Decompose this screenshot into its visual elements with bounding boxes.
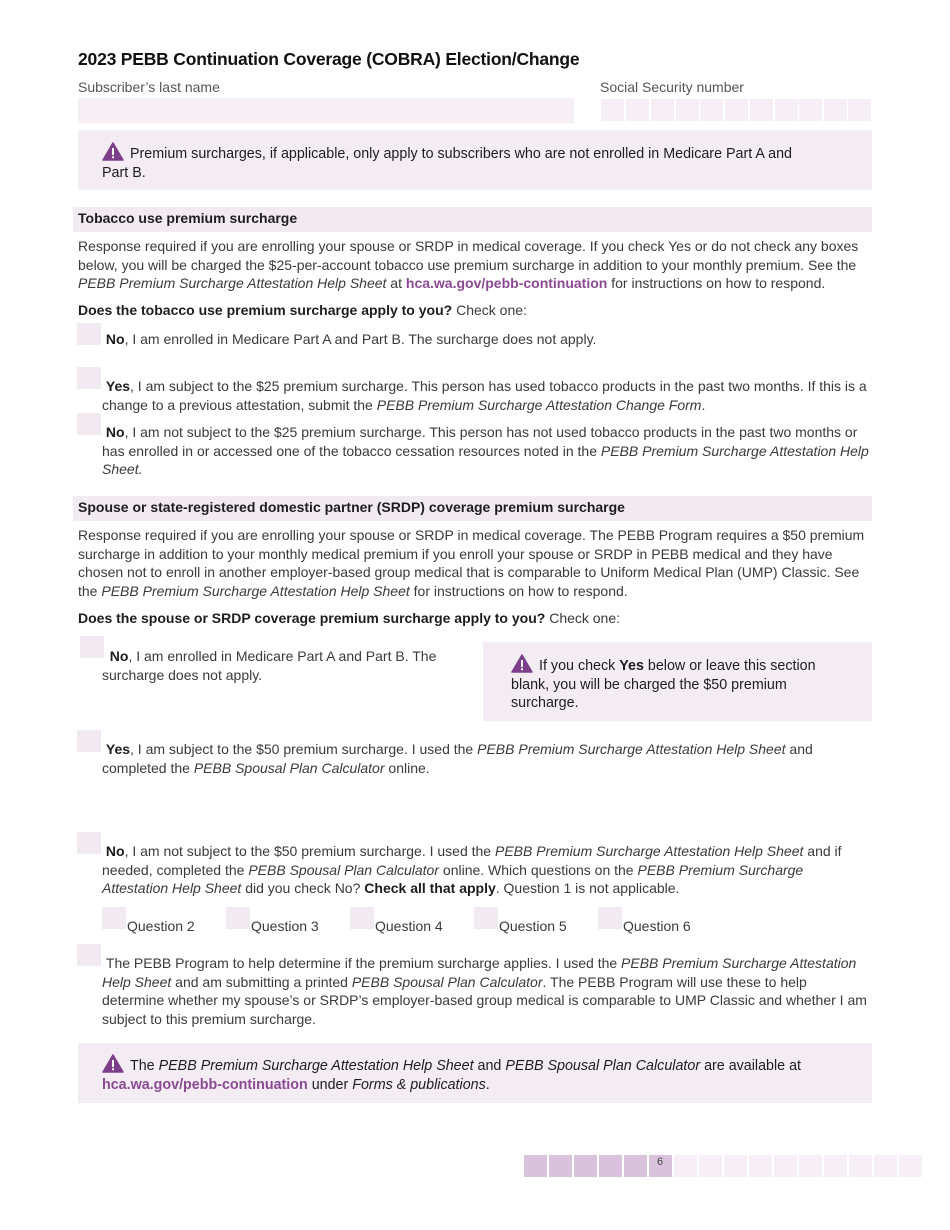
spouse-no-not-subject-checkbox[interactable] [77, 832, 101, 854]
notice-text: are available at [700, 1058, 802, 1074]
ssn-digit-box[interactable] [775, 99, 798, 121]
question-6-checkbox[interactable] [598, 907, 622, 929]
option-end: . [701, 396, 706, 413]
help-sheet-ref: PEBB Premium Surcharge Attestation Help Sheet [101, 583, 410, 600]
option-end: . The PEBB Program will use these to help determine whether my spouse’s or SRDP’s employer-based group medical is comparable to UMP Classic and whether I am subject to this premium surcharge. [102, 973, 867, 1028]
page-number: 6 [657, 1156, 664, 1168]
page-indicator-box [549, 1155, 572, 1177]
page-indicator-box [874, 1155, 897, 1177]
tobacco-intro [78, 237, 874, 293]
calculator-ref: PEBB Spousal Plan Calculator [351, 973, 543, 990]
option-text: and am submitting a printed [171, 973, 352, 990]
option-end: online. [384, 759, 430, 776]
spouse-program-determine-checkbox[interactable] [77, 944, 101, 966]
page-indicator-box [849, 1155, 872, 1177]
option-text: online. Which questions on the [439, 861, 638, 878]
ssn-digit-box[interactable] [824, 99, 847, 121]
page-indicator-box [574, 1155, 597, 1177]
notice-text: below or leave this section blank, you will be charged the $50 premium surcharge. [511, 658, 816, 712]
tobacco-option-no-medicare [102, 330, 872, 349]
page-title: 2023 PEBB Continuation Coverage (COBRA) Election/Change [78, 49, 580, 69]
spouse-no-medicare-checkbox[interactable] [80, 636, 104, 658]
help-sheet-ref: PEBB Premium Surcharge Attestation Help Sheet [78, 275, 387, 292]
help-sheet-ref: PEBB Premium Surcharge Attestation Help Sheet [494, 843, 804, 859]
spouse-yes-notice [483, 642, 872, 721]
option-text: , I am subject to the $50 premium surcharge. I used the [130, 741, 478, 757]
help-sheet-ref: PEBB Premium Surcharge Attestation Help Sheet [158, 1058, 474, 1074]
question-3-label: Question 3 [251, 918, 319, 934]
question-5-label: Question 5 [499, 918, 567, 934]
question-6-label: Question 6 [623, 918, 691, 934]
help-sheet-ref: PEBB Premium Surcharge Attestation Help Sheet [102, 955, 857, 990]
page-indicator-box [749, 1155, 772, 1177]
option-text: , I am enrolled in Medicare Part A and Part B. The surcharge does not apply. [124, 331, 597, 347]
spouse-option-yes [102, 740, 872, 777]
ssn-digit-box[interactable] [750, 99, 773, 121]
page-indicator-box [524, 1155, 547, 1177]
question-3-checkbox[interactable] [226, 907, 250, 929]
page-indicator-box [799, 1155, 822, 1177]
last-name-field[interactable] [78, 98, 574, 123]
option-text: did you check No? [241, 880, 365, 897]
spouse-yes-checkbox[interactable] [77, 730, 101, 752]
notice-text: If you check [539, 658, 620, 674]
pebb-continuation-link[interactable]: hca.wa.gov/pebb-continuation [102, 1076, 308, 1093]
ssn-digit-box[interactable] [799, 99, 822, 121]
pebb-continuation-link[interactable]: hca.wa.gov/pebb-continuation [405, 275, 608, 292]
ssn-label: Social Security number [600, 79, 744, 95]
spouse-option-program-determine [102, 954, 872, 1029]
tobacco-question-rest: Check one: [452, 302, 527, 318]
notice-text: . [485, 1076, 490, 1093]
option-bold: No [109, 648, 129, 664]
option-end: . Question 1 is not applicable. [495, 880, 680, 897]
tobacco-question-bold: Does the tobacco use premium surcharge apply to you? [78, 302, 453, 318]
change-form-ref: PEBB Premium Surcharge Attestation Change Form [376, 396, 702, 413]
spouse-question-rest: Check one: [545, 610, 621, 626]
spouse-question-bold: Does the spouse or SRDP coverage premium surcharge apply to you? [78, 610, 546, 626]
option-text: and completed the [102, 741, 813, 776]
tobacco-intro-text: Response required if you are enrolling your spouse or SRDP in medical coverage. If you check Yes or do not check any boxes below, you will be charged the $25-per-account tobacco use premium surcharge in addition to your monthly premium. See the [78, 238, 859, 273]
resources-notice [78, 1043, 872, 1103]
ssn-digit-box[interactable] [676, 99, 699, 121]
notice-text: under [307, 1076, 353, 1093]
spouse-intro [78, 526, 874, 601]
notice-text: and [473, 1058, 506, 1074]
tobacco-intro-at: at [386, 275, 406, 292]
spouse-option-no-medicare [102, 647, 452, 684]
tobacco-section-heading: Tobacco use premium surcharge [73, 207, 872, 232]
notice-text: The [130, 1058, 159, 1074]
question-2-label: Question 2 [127, 918, 195, 934]
question-4-checkbox[interactable] [350, 907, 374, 929]
calculator-ref: PEBB Spousal Plan Calculator [248, 861, 440, 878]
question-2-checkbox[interactable] [102, 907, 126, 929]
help-sheet-ref: PEBB Premium Surcharge Attestation Help Sheet [477, 741, 786, 757]
page-indicator-box [624, 1155, 647, 1177]
help-sheet-ref: PEBB Premium Surcharge Attestation Help Sheet. [102, 442, 869, 478]
option-bold: No [105, 331, 125, 347]
medicare-notice [78, 130, 872, 190]
option-text: , I am not subject to the $25 premium surcharge. This person has not used tobacco products in the past two months or has enrolled in or accessed one of the tobacco cessation resources noted in the [102, 424, 858, 459]
tobacco-intro-end: for instructions on how to respond. [607, 275, 826, 292]
tobacco-option-no-not-subject [102, 423, 872, 479]
warning-icon [102, 142, 124, 161]
option-bold: No [105, 843, 125, 859]
ssn-digit-box[interactable] [651, 99, 674, 121]
question-4-label: Question 4 [375, 918, 443, 934]
tobacco-no-not-subject-checkbox[interactable] [77, 413, 101, 435]
option-bold: Yes [105, 378, 131, 394]
ssn-digit-box[interactable] [626, 99, 649, 121]
ssn-digit-box[interactable] [725, 99, 748, 121]
ssn-digit-box[interactable] [601, 99, 624, 121]
spouse-section-heading: Spouse or state-registered domestic partner (SRDP) coverage premium surcharge [73, 496, 872, 521]
notice-bold: Yes [619, 658, 644, 674]
option-bold: No [105, 424, 125, 440]
tobacco-yes-checkbox[interactable] [77, 367, 101, 389]
page-indicator-box [674, 1155, 697, 1177]
calculator-ref: PEBB Spousal Plan Calculator [505, 1058, 701, 1074]
ssn-digit-box[interactable] [700, 99, 723, 121]
page-indicator-box [899, 1155, 922, 1177]
option-bold: Yes [105, 741, 131, 757]
page-indicator-box [824, 1155, 847, 1177]
warning-icon [511, 654, 533, 673]
calculator-ref: PEBB Spousal Plan Calculator [193, 759, 385, 776]
page-indicator-box [774, 1155, 797, 1177]
spouse-option-no-not-subject [102, 842, 872, 898]
page-indicator-box [699, 1155, 722, 1177]
warning-icon [102, 1054, 124, 1073]
page-indicator-box [599, 1155, 622, 1177]
option-text: , I am enrolled in Medicare Part A and Part B. The surcharge does not apply. [102, 648, 437, 683]
tobacco-option-yes [102, 377, 872, 414]
page-indicator-box [724, 1155, 747, 1177]
option-text: , I am subject to the $25 premium surcharge. This person has used tobacco products in the past two months. If this is a change to a previous attestation, submit the [102, 378, 867, 413]
spouse-intro-end: for instructions on how to respond. [409, 583, 628, 600]
option-text: The PEBB Program to help determine if the premium surcharge applies. I used the [105, 955, 622, 971]
tobacco-no-medicare-checkbox[interactable] [77, 323, 101, 345]
question-5-checkbox[interactable] [474, 907, 498, 929]
spouse-question [78, 610, 620, 626]
medicare-notice-text: Premium surcharges, if applicable, only apply to subscribers who are not enrolled in Medicare Part A and Part B. [102, 146, 792, 181]
spouse-intro-text: Response required if you are enrolling your spouse or SRDP in medical coverage. The PEBB Program requires a $50 premium surcharge in addition to your monthly medical premium if you enroll your spouse or SRDP in PEBB medical and they have chosen not to enroll in another employer-based group medical that is comparable to Uniform Medical Plan (UMP) Classic. See the [78, 527, 865, 600]
last-name-label: Subscriber’s last name [78, 79, 220, 95]
help-sheet-ref: PEBB Premium Surcharge Attestation Help Sheet [102, 861, 804, 897]
check-all-bold: Check all that apply [364, 880, 496, 897]
ssn-digit-box[interactable] [848, 99, 871, 121]
tobacco-question [78, 302, 527, 318]
forms-publications-ref: Forms & publications [352, 1076, 486, 1093]
option-text: , I am not subject to the $50 premium surcharge. I used the [124, 843, 495, 859]
option-text: and if needed, completed the [102, 843, 842, 878]
